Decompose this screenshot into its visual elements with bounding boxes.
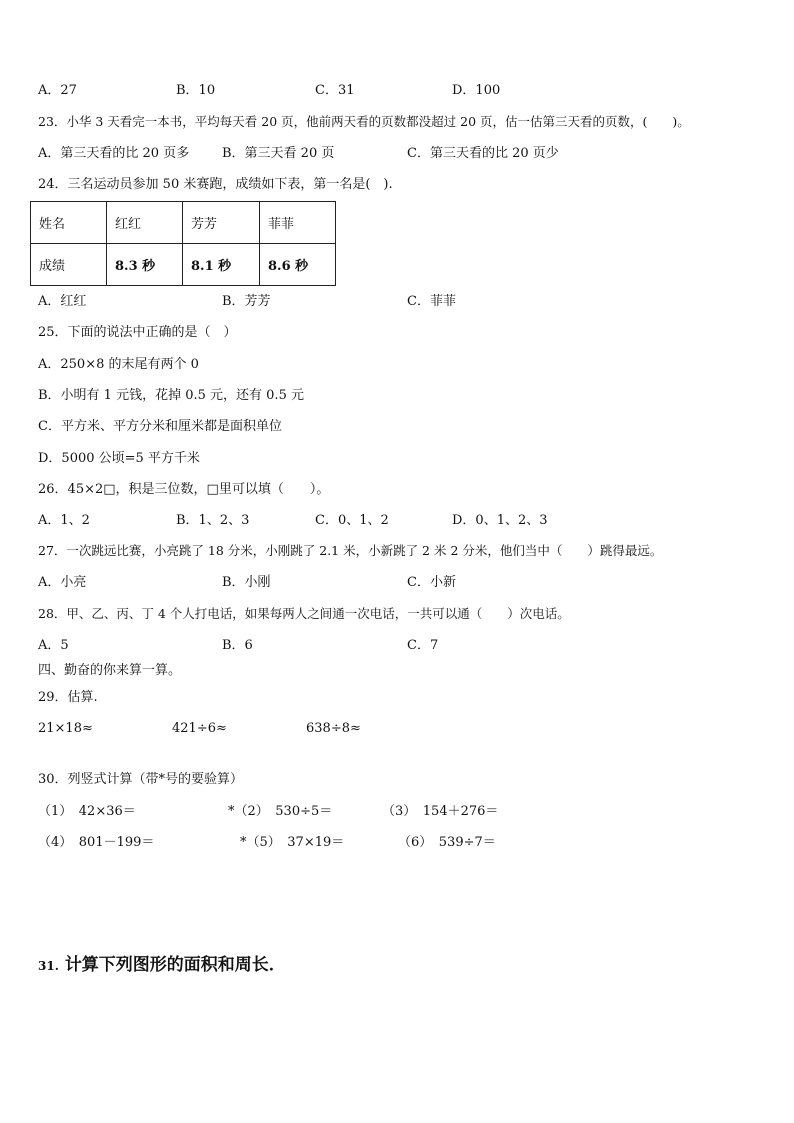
- q24-stem: 24．三名运动员参加 50 米赛跑，成绩如下表，第一名是( ).: [38, 177, 393, 192]
- q24-option-b: B．芳芳: [222, 294, 271, 309]
- q22-option-c: C．31: [315, 83, 355, 98]
- q23-option-a: A．第三天看的比 20 页多: [38, 146, 190, 161]
- table-cell: 8.3 秒: [107, 244, 183, 286]
- q28-option-b: B．6: [222, 638, 253, 653]
- q30-item: （6） 539÷7＝: [398, 835, 496, 850]
- q22-option-b: B．10: [176, 83, 216, 98]
- q25-stem: 25．下面的说法中正确的是（ ）: [38, 325, 237, 340]
- table-cell: 成绩: [31, 244, 107, 286]
- q26-stem: 26．45×2□，积是三位数，□里可以填（ ）。: [38, 482, 330, 497]
- q22-option-a: A．27: [38, 83, 77, 98]
- q28-option-c: C．7: [407, 638, 439, 653]
- q31-number: 31.: [38, 959, 59, 973]
- table-cell: 8.1 秒: [183, 244, 260, 286]
- table-cell: 8.6 秒: [260, 244, 336, 286]
- q27-option-a: A．小亮: [38, 575, 87, 590]
- q24-option-a: A．红红: [38, 294, 87, 309]
- q29-item: 638÷8≈: [306, 721, 361, 736]
- q30-item: *（2） 530÷5＝: [228, 804, 333, 819]
- q31-stem-line: [38, 955, 286, 976]
- section-heading: 四、勤奋的你来算一算。: [38, 663, 182, 678]
- q25-option-d: D．5000 公顷=5 平方千米: [38, 451, 200, 466]
- q27-option-c: C．小新: [407, 575, 456, 590]
- q24-score-table: [30, 201, 336, 286]
- q31-stem: 计算下列图形的面积和周长．: [64, 955, 286, 975]
- q26-option-b: B．1、2、3: [176, 513, 250, 528]
- q29-stem: 29．估算.: [38, 690, 98, 705]
- q26-option-c: C．0、1、2: [315, 513, 389, 528]
- table-row: [31, 202, 336, 244]
- q30-stem: 30．列竖式计算（带*号的要验算）: [38, 772, 244, 787]
- q27-option-b: B．小刚: [222, 575, 271, 590]
- q30-item: （1） 42×36＝: [38, 804, 136, 819]
- table-row: [31, 244, 336, 286]
- q25-option-a: A．250×8 的末尾有两个 0: [38, 357, 199, 372]
- q25-option-c: C．平方米、平方分米和厘米都是面积单位: [38, 419, 282, 434]
- q28-stem: 28．甲、乙、丙、丁 4 个人打电话，如果每两人之间通一次电话，一共可以通（ ）次电话。: [38, 606, 570, 621]
- q22-option-d: D．100: [452, 83, 501, 98]
- q30-item: （3） 154＋276＝: [382, 804, 499, 819]
- table-header-cell: 红红: [107, 202, 183, 244]
- table-header-cell: 菲菲: [260, 202, 336, 244]
- q29-item: 421÷6≈: [172, 721, 227, 736]
- q24-option-c: C．菲菲: [407, 294, 456, 309]
- q30-item: （4） 801－199＝: [38, 835, 155, 850]
- table-header-cell: 姓名: [31, 202, 107, 244]
- q23-option-b: B．第三天看 20 页: [222, 146, 335, 161]
- q27-stem: 27．一次跳远比赛，小亮跳了 18 分米，小刚跳了 2.1 米，小新跳了 2 米 2 分米，他们当中（ ）跳得最远。: [38, 543, 663, 558]
- q30-item: *（5） 37×19＝: [240, 835, 345, 850]
- q23-option-c: C．第三天看的比 20 页少: [407, 146, 559, 161]
- table-header-cell: 芳芳: [183, 202, 260, 244]
- q25-option-b: B．小明有 1 元钱，花掉 0.5 元，还有 0.5 元: [38, 388, 304, 403]
- q26-option-d: D．0、1、2、3: [452, 513, 548, 528]
- q26-option-a: A．1、2: [38, 513, 90, 528]
- q23-stem: 23．小华 3 天看完一本书，平均每天看 20 页，他前两天看的页数都没超过 20 页，估一估第三天看的页数，( )。: [38, 114, 690, 129]
- q29-item: 21×18≈: [38, 721, 93, 736]
- q28-option-a: A．5: [38, 638, 69, 653]
